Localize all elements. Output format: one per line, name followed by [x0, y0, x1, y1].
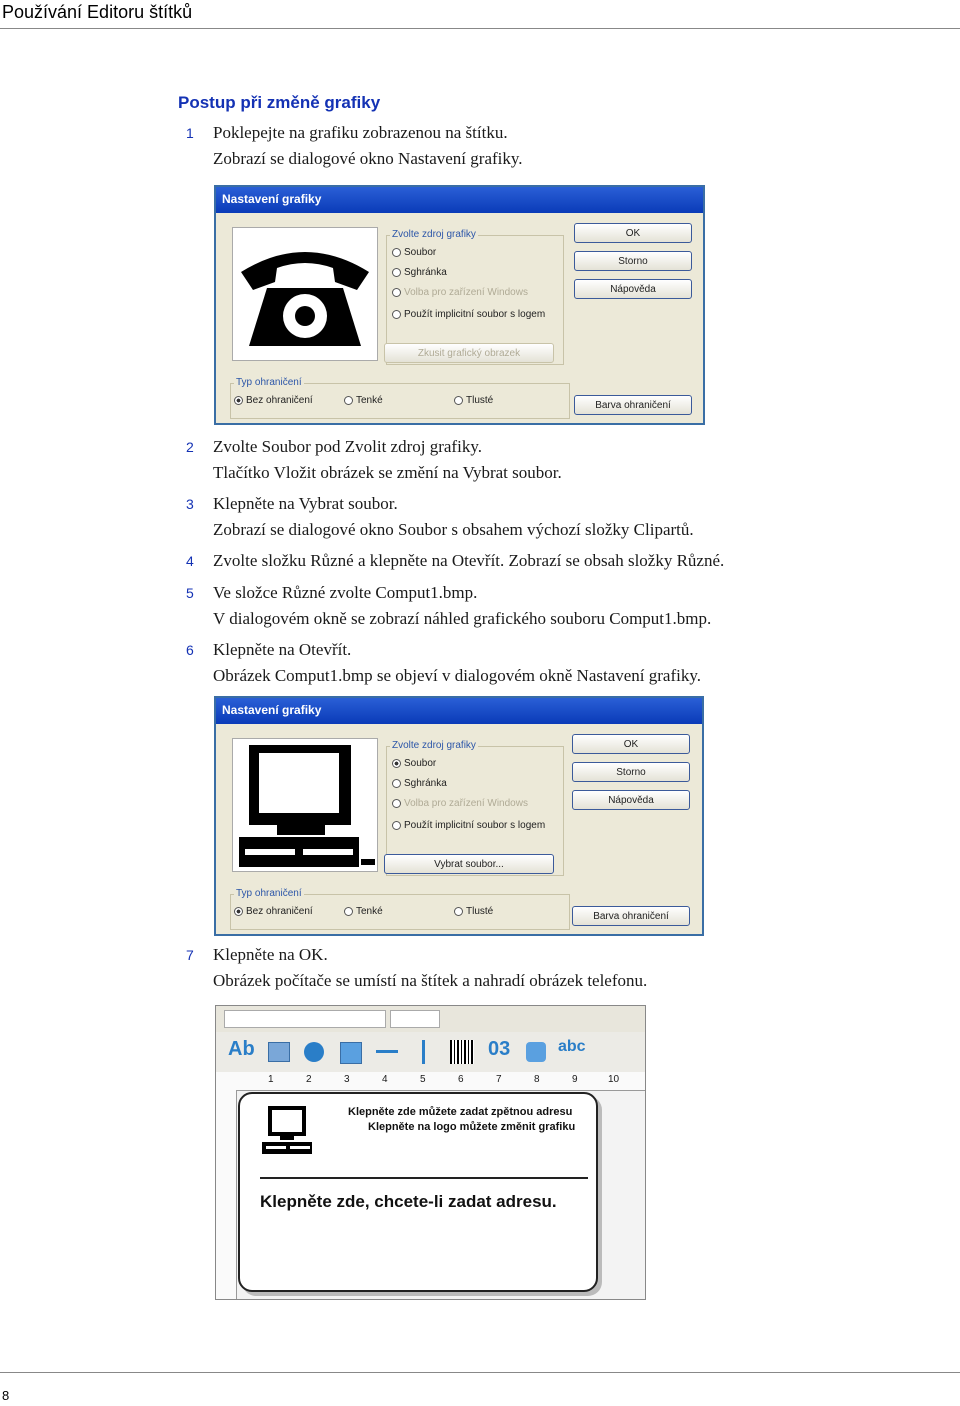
- radio-device[interactable]: Volba pro zařízení Windows: [392, 287, 528, 298]
- text-tool-icon[interactable]: Ab: [228, 1038, 255, 1060]
- border-color-button[interactable]: Barva ohraničení: [572, 906, 690, 926]
- border-group-label: Typ ohraničení: [236, 888, 302, 899]
- address-placeholder[interactable]: Klepněte zde, chcete-li zadat adresu.: [260, 1192, 557, 1211]
- radio-thin-border[interactable]: Tenké: [344, 906, 383, 917]
- horizontal-ruler: 1 2 3 4 5 6 7 8 9 10: [216, 1072, 646, 1091]
- dialog-titlebar: [216, 187, 703, 213]
- source-group-label: Zvolte zdroj grafiky: [392, 740, 476, 751]
- ok-button[interactable]: OK: [574, 223, 692, 243]
- step-number: 2: [186, 439, 194, 455]
- radio-thick-border[interactable]: Tlusté: [454, 395, 493, 406]
- step-number: 4: [186, 553, 194, 569]
- radio-gallery[interactable]: Sghránka: [392, 778, 447, 789]
- font-dropdown[interactable]: [224, 1010, 386, 1028]
- help-button[interactable]: Nápověda: [572, 790, 690, 810]
- dialog-titlebar: [216, 698, 702, 724]
- size-dropdown[interactable]: [390, 1010, 440, 1028]
- rectangle-tool-icon[interactable]: [340, 1042, 362, 1064]
- footer-divider: [0, 1372, 960, 1373]
- step-text: Ve složce Různé zvolte Comput1.bmp. V dialogovém okně se zobrazí náhled grafického souboru Comput1.bmp.: [213, 583, 712, 628]
- barcode-icon[interactable]: [450, 1040, 474, 1064]
- section-title: Postup při změně grafiky: [178, 93, 381, 112]
- page-header-title: Používání Editoru štítků: [2, 2, 193, 22]
- step-text: Zvolte složku Různé a klepněte na Otevřít. Zobrazí se obsah složky Různé.: [213, 551, 725, 570]
- border-color-button[interactable]: Barva ohraničení: [574, 395, 692, 415]
- step-number: 5: [186, 585, 194, 601]
- border-group-label: Typ ohraničení: [236, 377, 302, 388]
- radio-file[interactable]: Soubor: [392, 247, 436, 258]
- insert-toolbar: [216, 1032, 646, 1073]
- vertical-ruler: [216, 1090, 237, 1300]
- radio-file[interactable]: Soubor: [392, 758, 436, 769]
- label-divider: [260, 1177, 588, 1179]
- return-address-line-1[interactable]: Klepněte zde můžete zadat zpětnou adresu: [348, 1106, 573, 1118]
- step-text: Klepněte na Otevřít. Obrázek Comput1.bmp se objeví v dialogovém okně Nastavení grafiky.: [213, 640, 702, 685]
- label-canvas[interactable]: [238, 1092, 598, 1292]
- step-number: 7: [186, 947, 194, 963]
- graphic-preview: [232, 227, 378, 361]
- step-text: Zvolte Soubor pod Zvolit zdroj grafiky. Tlačítko Vložit obrázek se změní na Vybrat soubor.: [213, 437, 562, 482]
- radio-thick-border[interactable]: Tlusté: [454, 906, 493, 917]
- curved-text-icon[interactable]: abc: [558, 1038, 586, 1055]
- radio-default-logo[interactable]: Použít implicitní soubor s logem: [392, 820, 545, 831]
- cancel-button[interactable]: Storno: [574, 251, 692, 271]
- step-text: Klepněte na OK. Obrázek počítače se umístí na štítek a nahradí obrázek telefonu.: [213, 945, 648, 990]
- radio-no-border[interactable]: Bez ohraničení: [234, 395, 313, 406]
- insert-image-button[interactable]: Zkusit grafický obrazek: [384, 343, 554, 363]
- return-address-line-2[interactable]: Klepněte na logo můžete změnit grafiku: [368, 1121, 576, 1133]
- step-number: 3: [186, 496, 194, 512]
- telephone-icon: [233, 228, 377, 360]
- ok-button[interactable]: OK: [572, 734, 690, 754]
- step-text: Klepněte na Vybrat soubor. Zobrazí se dialogové okno Soubor s obsahem výchozí složky Clipartů.: [213, 494, 694, 539]
- page-number: 8: [2, 1388, 10, 1403]
- page-header: [0, 0, 960, 30]
- counter-tool-icon[interactable]: 03: [488, 1038, 511, 1060]
- dialog-title: Nastavení grafiky: [222, 192, 322, 206]
- help-button[interactable]: Nápověda: [574, 279, 692, 299]
- address-tool-icon[interactable]: [268, 1042, 290, 1062]
- radio-no-border[interactable]: Bez ohraničení: [234, 906, 313, 917]
- date-tool-icon[interactable]: [526, 1042, 546, 1062]
- label-editor-screenshot: [215, 1005, 646, 1300]
- format-toolbar: [216, 1006, 646, 1033]
- horizontal-line-icon[interactable]: [376, 1050, 398, 1053]
- vertical-line-icon[interactable]: [422, 1040, 425, 1064]
- source-group-label: Zvolte zdroj grafiky: [392, 229, 476, 240]
- header-divider: [0, 28, 960, 29]
- radio-default-logo[interactable]: Použít implicitní soubor s logem: [392, 309, 545, 320]
- step-number: 1: [186, 125, 194, 141]
- graphic-preview: [232, 738, 378, 872]
- computer-icon[interactable]: [260, 1106, 320, 1156]
- step-number: 6: [186, 642, 194, 658]
- computer-icon: [233, 739, 377, 871]
- graphics-settings-dialog-2: [214, 696, 704, 936]
- radio-thin-border[interactable]: Tenké: [344, 395, 383, 406]
- select-file-button[interactable]: Vybrat soubor...: [384, 854, 554, 874]
- radio-device[interactable]: Volba pro zařízení Windows: [392, 798, 528, 809]
- graphics-settings-dialog-1: [214, 185, 705, 425]
- dialog-title: Nastavení grafiky: [222, 703, 322, 717]
- graphic-tool-icon[interactable]: [304, 1042, 324, 1062]
- step-text: Poklepejte na grafiku zobrazenou na štítku. Zobrazí se dialogové okno Nastavení grafiky.: [213, 123, 523, 168]
- radio-gallery[interactable]: Sghránka: [392, 267, 447, 278]
- cancel-button[interactable]: Storno: [572, 762, 690, 782]
